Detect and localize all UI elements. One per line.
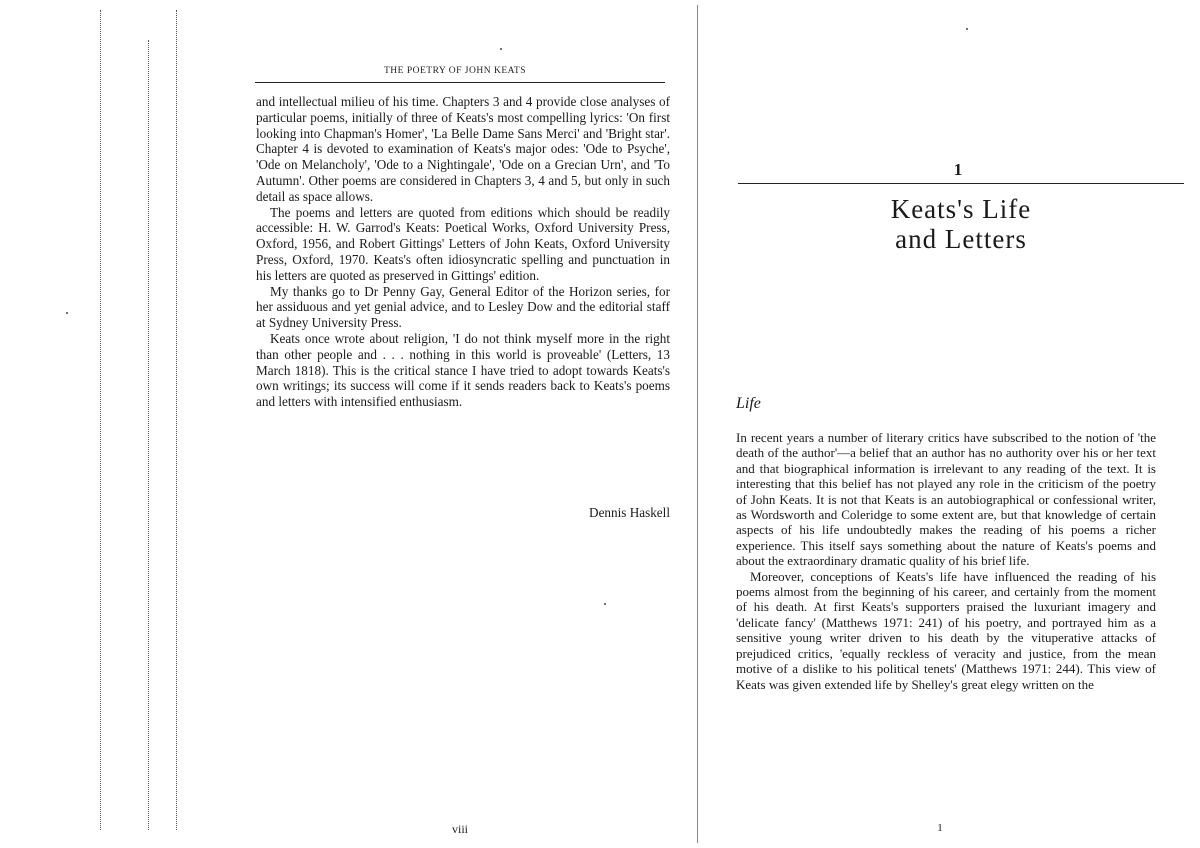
paragraph: My thanks go to Dr Penny Gay, General Editor of the Horizon series, for her assiduous and yet genial advice, and to Lesley Dow and the editorial staff at Sydney University Press. [256,283,670,331]
scan-edge-line [100,10,101,830]
page-number: viii [451,822,468,836]
chapter-title-line: Keats's Life [890,194,1032,224]
left-body-text [256,94,670,410]
scan-speck [500,48,502,50]
scan-edge-line [176,10,177,830]
right-page [700,0,1200,848]
paragraph: The poems and letters are quoted from editions which should be readily accessible: H. W. Garrod's Keats: Poetical Works, Oxford University Press, Oxford, 1956, and Robert Gittings' Letters of John Keats, Oxford University Press, Oxford, 1970. Keats's often idiosyncratic spelling and punctuation in his letters are quoted as preserved in Gittings' edition. [256,204,670,283]
author-signature: Dennis Haskell [589,505,670,520]
chapter-number: 1 [953,160,963,179]
paragraph: In recent years a number of literary critics have subscribed to the notion of 'the death of the author'—a belief that an author has no authority over his or her text and that biographical information is irrelevant to any reading of the text. It is interesting that this belief has not played any role in the criticism of the poetry of John Keats. It is not that Keats is an autobiographical or confessional writer, as Wordsworth and Coleridge to some extent are, but that knowledge of certain aspects of his life undoubtedly makes the reading of his poems a richer experience. This itself says something about the nature of Keats's poems and about the extraordinary dramatic quality of his brief life. [736,430,1156,569]
paragraph: Moreover, conceptions of Keats's life have influenced the reading of his poems almost from the beginning of his career, and certainly from the moment of his death. At first Keats's supporters praised the luxuriant imagery and 'delicate fancy' (Matthews 1971: 241) of his poetry, and portrayed him as a sensitive young writer driven to his death by the vituperative attacks of prejudiced critics, 'equally reckless of veracity and justice, from the mean motive of a dislike to his political tenets' (Matthews 1971: 244). This view of Keats was given extended life by Shelley's great elegy written on the [736,568,1156,692]
chapter-title [738,194,1184,254]
right-body-text [736,430,1156,692]
scan-speck [966,28,968,30]
section-heading: Life [736,395,761,412]
chapter-title-line: and Letters [895,224,1027,254]
paragraph: and intellectual milieu of his time. Chapters 3 and 4 provide close analyses of particular poems, initially of three of Keats's most compelling lyrics: 'On first looking into Chapman's Homer', 'La Belle Dame Sans Merci' and 'Bright star'. Chapter 4 is devoted to examination of Keats's major odes: 'Ode to Psyche', 'Ode on Melancholy', 'Ode to a Nightingale', 'Ode on a Grecian Urn', and 'To Autumn'. Other poems are considered in Chapters 3, 4 and 5, but only in such detail as space allows. [256,94,670,204]
scan-speck [604,603,606,605]
paragraph: Keats once wrote about religion, 'I do not think myself more in the right than other people and . . . nothing in this world is proveable' (Letters, 13 March 1818). This is the critical stance I have tried to adopt towards Keats's own writings; its success will come if it sends readers back to Keats's poems and letters with intensified enthusiasm. [256,330,670,410]
gutter-line [697,5,698,843]
running-head-rule [255,82,665,83]
running-head: THE POETRY OF JOHN KEATS [384,66,527,76]
chapter-rule [738,183,1184,184]
scan-edge-line [148,40,149,830]
scan-speck [66,312,68,314]
page-number: 1 [937,822,943,834]
